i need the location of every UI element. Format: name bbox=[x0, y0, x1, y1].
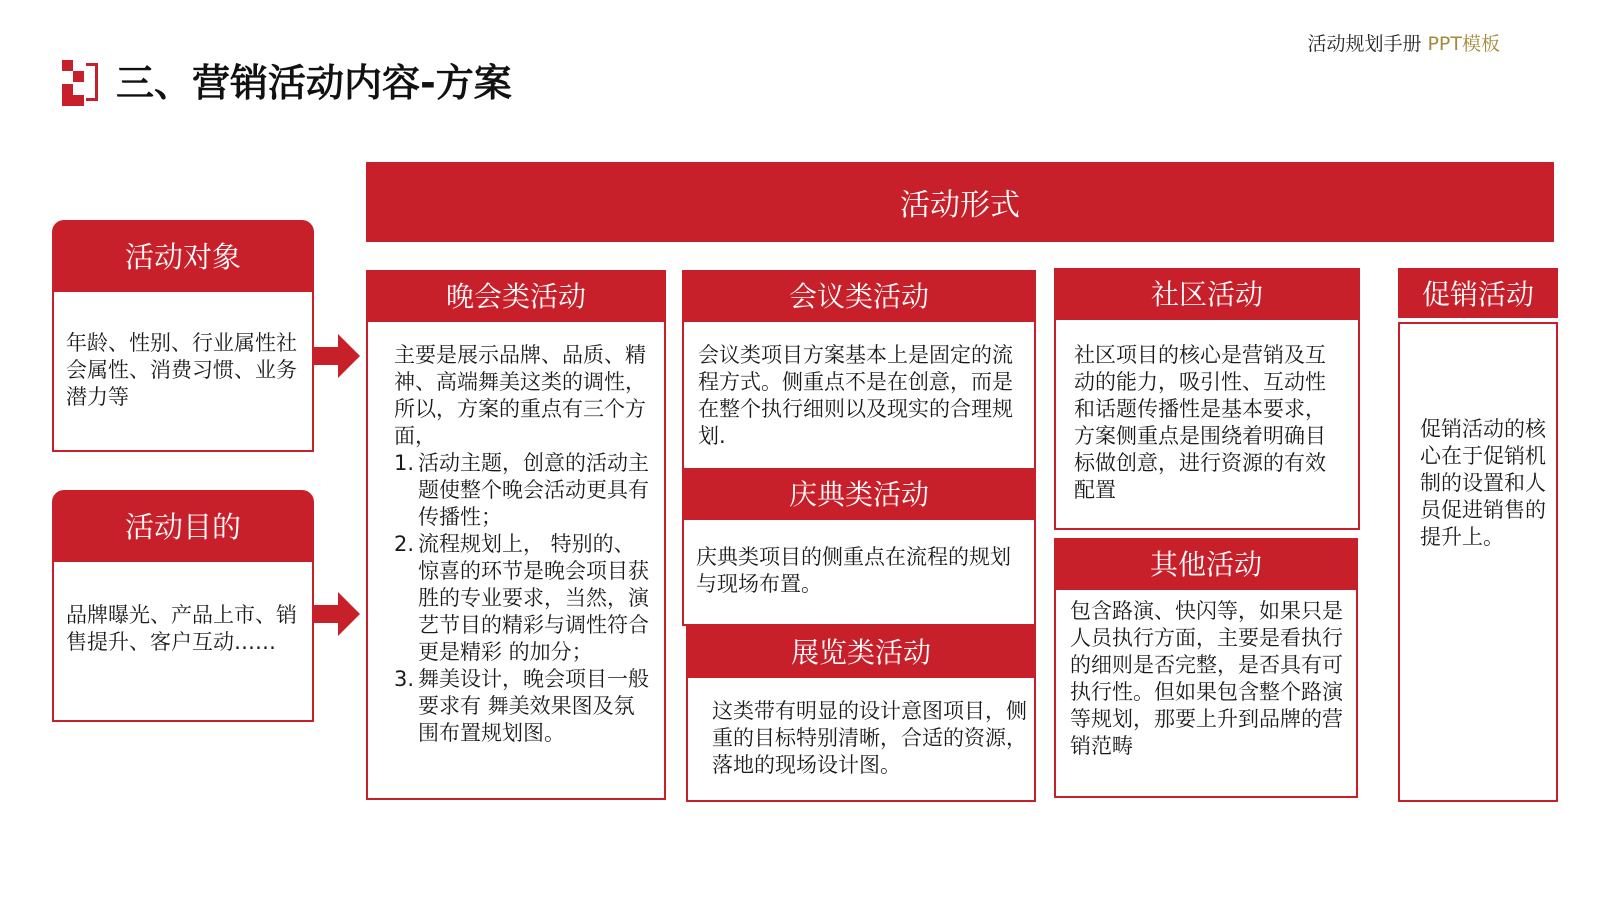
list-item: 3. 舞美设计，晚会项目一般要求有 舞美效果图及氛围布置规划图。 bbox=[394, 667, 649, 745]
purpose-text: 品牌曝光、产品上市、销售提升、客户互动…… bbox=[66, 603, 297, 654]
list-item: 2. 流程规划上， 特别的、惊喜的环节是晚会项目获胜的专业要求，当然，演艺节目的精彩与调性符合更是精彩 的加分； bbox=[394, 532, 649, 664]
exhibition-box bbox=[686, 676, 1036, 802]
gala-header: 晚会类活动 bbox=[366, 270, 666, 320]
gala-box bbox=[366, 320, 666, 800]
target-audience-text: 年龄、性别、行业属性社会属性、消费习惯、业务潜力等 bbox=[66, 331, 297, 409]
target-audience-header: 活动对象 bbox=[52, 220, 314, 290]
gala-content bbox=[394, 342, 654, 747]
brand-label bbox=[1307, 32, 1500, 56]
purpose-box bbox=[52, 560, 314, 722]
community-text: 社区项目的核心是营销及互动的能力，吸引性、互动性和话题传播性是基本要求，方案侧重点是围绕着明确目标做创意，进行资源的有效配置 bbox=[1074, 343, 1326, 502]
list-item: 1. 活动主题，创意的活动主题使整个晚会活动更具有传播性； bbox=[394, 451, 649, 529]
gala-intro: 主要是展示品牌、品质、精神、高端舞美这类的调性，所以，方案的重点有三个方面， bbox=[394, 343, 646, 448]
brand-title: 活动规划手册 bbox=[1307, 33, 1422, 55]
target-audience-box bbox=[52, 290, 314, 452]
page-title: 三、营销活动内容-方案 bbox=[116, 61, 512, 105]
arrow-right-icon bbox=[314, 334, 360, 378]
arrow-right-icon bbox=[314, 592, 360, 636]
brand-suffix: PPT模板 bbox=[1427, 33, 1500, 55]
celebration-header: 庆典类活动 bbox=[682, 468, 1036, 518]
community-box bbox=[1054, 318, 1360, 530]
other-text: 包含路演、快闪等，如果只是人员执行方面，主要是看执行的细则是否完整，是否具有可执行性。但如果包含整个路演等规划，那要上升到品牌的营销范畴 bbox=[1070, 599, 1343, 758]
promotion-box bbox=[1398, 322, 1558, 802]
meeting-text: 会议类项目方案基本上是固定的流程方式。侧重点不是在创意，而是在整个执行细则以及现实的合理规划. bbox=[698, 343, 1013, 448]
promotion-header: 促销活动 bbox=[1398, 268, 1558, 318]
pixel-bracket-logo-icon bbox=[62, 60, 100, 106]
other-box bbox=[1054, 588, 1358, 798]
celebration-text: 庆典类项目的侧重点在流程的规划与现场布置。 bbox=[696, 545, 1011, 596]
other-header: 其他活动 bbox=[1054, 538, 1358, 588]
meeting-box bbox=[682, 320, 1036, 470]
purpose-header: 活动目的 bbox=[52, 490, 314, 560]
activity-forms-banner: 活动形式 bbox=[366, 162, 1554, 242]
celebration-box bbox=[682, 518, 1036, 626]
community-header: 社区活动 bbox=[1054, 268, 1360, 318]
meeting-header: 会议类活动 bbox=[682, 270, 1036, 320]
exhibition-text: 这类带有明显的设计意图项目，侧重的目标特别清晰，合适的资源，落地的现场设计图。 bbox=[712, 699, 1027, 777]
gala-list bbox=[394, 450, 654, 747]
exhibition-header: 展览类活动 bbox=[686, 626, 1036, 676]
promotion-text: 促销活动的核心在于促销机制的设置和人员促进销售的提升上。 bbox=[1420, 417, 1546, 549]
